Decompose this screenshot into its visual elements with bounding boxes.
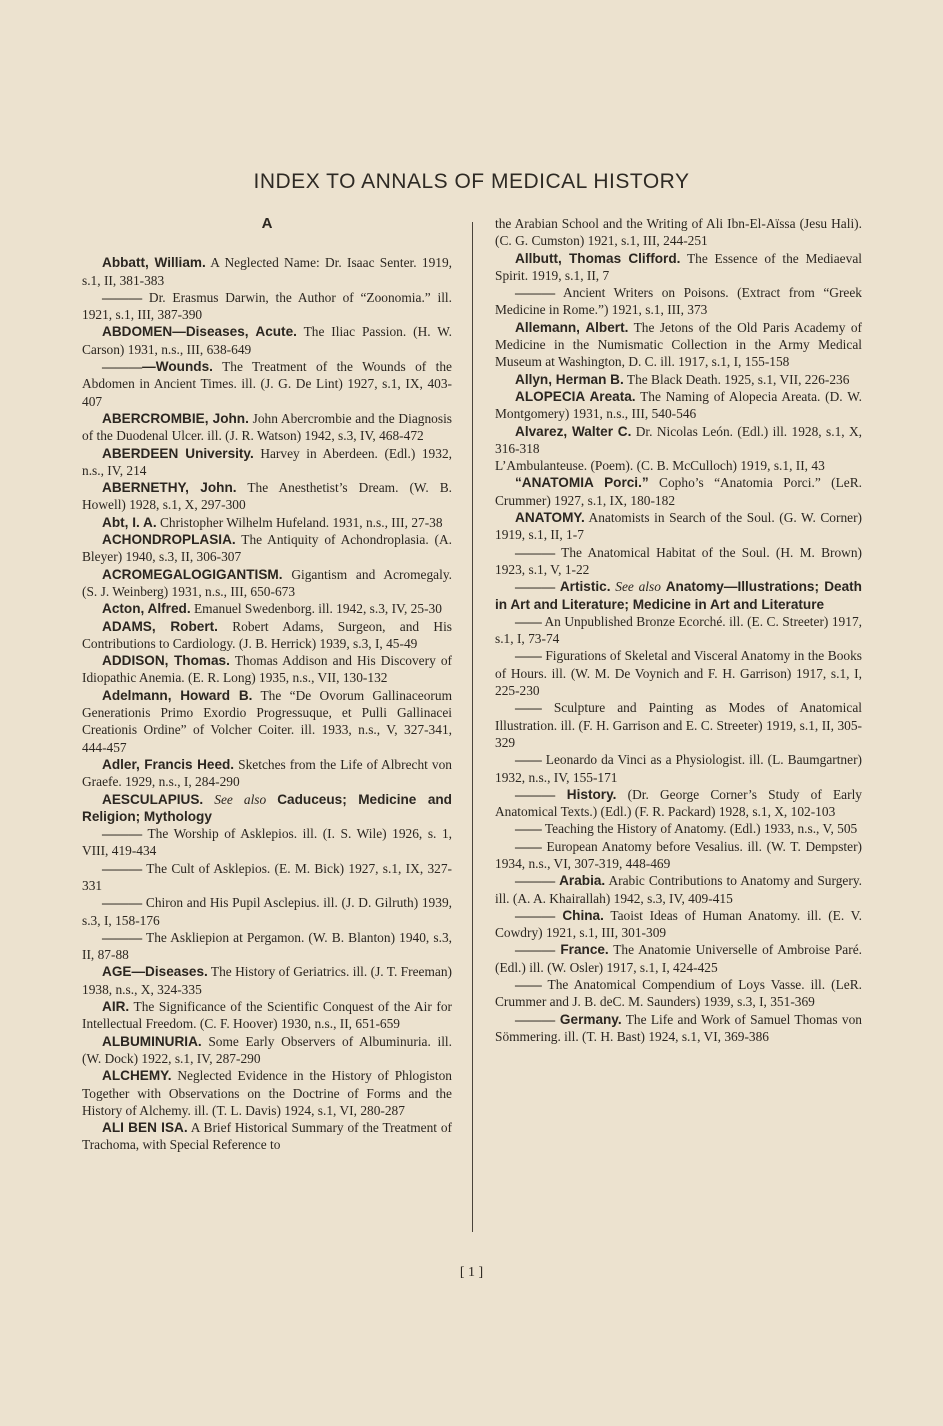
index-entry [495, 872, 862, 907]
index-entry [82, 323, 452, 358]
entry-text: Copho’s “Anatomia Porci.” (LeR. Crummer) 1927, s.1, IX, 180-182 [495, 475, 862, 508]
entry-dash: —— [515, 838, 542, 854]
entry-dash: ——— [102, 895, 143, 911]
entry-heading: AIR. [102, 999, 130, 1015]
entry-dash: —— [515, 821, 542, 837]
entry-heading: Artistic. [555, 579, 611, 595]
entry-text: Dr. Erasmus Darwin, the Author of “Zoonomia.” ill. 1921, s.1, III, 387-390 [82, 289, 452, 323]
section-letter: A [261, 215, 273, 232]
entry-heading: Adelmann, Howard B. [102, 687, 253, 703]
entry-text: The “De Ovorum Gallinaceorum Generationis Primo Exordio Progressuque, et Pulli Gallinacei Creationis Ordine” of Volcher Coiter. ill. 1933, n.s., V, 327-341, 444-457 [82, 687, 452, 755]
index-entry [82, 860, 452, 895]
entry-heading: Abbatt, William. [102, 255, 206, 271]
entry-dash: —— [515, 700, 542, 716]
index-entry [82, 1119, 452, 1154]
index-entry [82, 600, 452, 617]
entry-heading: Arabia. [555, 873, 606, 889]
entry-text: The Askliepion at Pergamon. (W. B. Blanton) 1940, s.3, II, 87-88 [82, 929, 452, 963]
index-entry [495, 457, 862, 474]
entry-text: The Life and Work of Samuel Thomas von Sömmering. ill. (T. H. Bast) 1924, s.1, VI, 369-386 [495, 1011, 862, 1044]
index-entry [495, 215, 862, 250]
index-entry [82, 756, 452, 791]
index-entry [82, 894, 452, 929]
entry-text: The Worship of Asklepios. ill. (I. S. Wile) 1926, s. 1, VIII, 419-434 [82, 826, 452, 859]
index-entry [495, 751, 862, 786]
entry-text: Leonardo da Vinci as a Physiologist. ill. (L. Baumgartner) 1932, n.s., IV, 155-171 [495, 752, 862, 785]
entry-heading: AESCULAPIUS. [102, 791, 204, 807]
entry-dash: ——— [515, 579, 556, 595]
entry-dash: ——— [102, 826, 143, 842]
entry-dash: —— [515, 648, 542, 664]
entry-heading: ALI BEN ISA. [102, 1120, 188, 1136]
entry-heading: ABDOMEN—Diseases, Acute. [102, 324, 297, 340]
index-entry [495, 284, 862, 319]
index-entry [495, 613, 862, 648]
entry-text: The Anesthetist’s Dream. (W. B. Howell) 1928, s.1, X, 297-300 [82, 480, 452, 513]
index-entry [495, 474, 862, 509]
entry-text: The Antiquity of Achondroplasia. (A. Bleyer) 1940, s.3, II, 306-307 [82, 532, 452, 565]
entry-heading: France. [555, 942, 609, 958]
index-entry [495, 699, 862, 751]
entry-heading: Allbutt, Thomas Clifford. [515, 250, 681, 266]
entry-dash: ——— [515, 907, 556, 923]
entry-text: The Treatment of the Wounds of the Abdomen in Ancient Times. ill. (J. G. De Lint) 1927, s.1, IX, 403-407 [82, 359, 452, 409]
entry-dash: —— [515, 977, 542, 993]
entry-heading: Allyn, Herman B. [515, 371, 624, 387]
entry-text: Emanuel Swedenborg. ill. 1942, s.3, IV, 25-30 [190, 601, 442, 617]
entry-text: Harvey in Aberdeen. (Edl.) 1932, n.s., IV, 214 [82, 445, 452, 478]
index-entry [495, 976, 862, 1011]
index-entry [495, 1011, 862, 1046]
index-column-left [82, 215, 452, 1154]
entry-text: Christopher Wilhelm Hufeland. 1931, n.s., III, 27-38 [156, 514, 443, 530]
entry-heading: ANATOMY. [515, 510, 585, 526]
entry-text: Thomas Addison and His Discovery of Idiopathic Anemia. (E. R. Long) 1935, n.s., VII, 130-132 [82, 653, 452, 686]
entry-heading: ALOPECIA Areata. [515, 388, 636, 404]
entry-text: The Anatomical Habitat of the Soul. (H. M. Brown) 1923, s.1, V, 1-22 [495, 544, 862, 577]
entry-text: Ancient Writers on Poisons. (Extract from “Greek Medicine in Rome.”) 1921, s.1, III, 373 [495, 285, 862, 318]
entry-text: Sketches from the Life of Albrecht von Graefe. 1929, n.s., I, 284-290 [82, 756, 453, 790]
index-entry [495, 544, 862, 579]
entry-heading: ACHONDROPLASIA. [102, 532, 236, 548]
entry-heading: Abt, I. A. [102, 514, 157, 530]
index-entry [495, 820, 862, 837]
index-entry [495, 319, 862, 371]
entry-text: Dr. Nicolas León. (Edl.) ill. 1928, s.1, X, 316-318 [495, 423, 863, 456]
entry-text: European Anatomy before Vesalius. ill. (W. T. Dempster) 1934, n.s., VI, 307-319, 448-469 [495, 838, 862, 871]
entry-dash: ——— [515, 873, 556, 889]
entry-heading: AGE—Diseases. [102, 964, 208, 980]
left-entries [82, 254, 452, 1153]
entry-heading: ADAMS, Robert. [102, 618, 218, 634]
entry-text: The Iliac Passion. (H. W. Carson) 1931, n.s., III, 638-649 [82, 324, 452, 357]
entry-dash: —— [515, 752, 542, 768]
index-entry [82, 254, 452, 289]
entry-text: The Essence of the Mediaeval Spirit. 1919, s.1, II, 7 [495, 250, 862, 283]
entry-text: Chiron and His Pupil Asclepius. ill. (J. D. Gilruth) 1939, s.3, I, 158-176 [82, 895, 452, 928]
entry-heading: ABERDEEN University. [102, 445, 254, 461]
index-entry [495, 250, 862, 285]
index-entry [495, 786, 862, 821]
entry-heading: Germany. [555, 1011, 622, 1027]
index-entry [82, 618, 452, 653]
index-entry [82, 687, 452, 756]
entry-dash: ——— [102, 289, 143, 305]
index-entry [82, 998, 452, 1033]
entry-heading: Acton, Alfred. [102, 601, 191, 617]
index-entry [82, 652, 452, 687]
index-entry [495, 647, 862, 699]
page-title: INDEX TO ANNALS OF MEDICAL HISTORY [253, 170, 690, 193]
entry-dash: ——— [102, 359, 143, 375]
entry-text: Arabic Contributions to Anatomy and Surgery. ill. (A. A. Khairallah) 1942, s.3, IV, 409-415 [495, 873, 862, 906]
entry-text: Anatomists in Search of the Soul. (G. W. Corner) 1919, s.1, II, 1-7 [495, 510, 862, 543]
entry-heading: ALBUMINURIA. [102, 1033, 202, 1049]
entry-text: The Cult of Asklepios. (E. M. Bick) 1927, s.1, IX, 327-331 [82, 860, 452, 893]
entry-dash: ——— [102, 860, 143, 876]
index-entry [82, 963, 452, 998]
entry-heading: —Wounds. [142, 359, 213, 375]
index-entry [82, 445, 452, 480]
index-entry [82, 929, 452, 964]
index-entry [82, 289, 452, 324]
entry-text: The Black Death. 1925, s.1, VII, 226-236 [623, 371, 850, 387]
right-entries [495, 215, 862, 1045]
entry-heading: ACROMEGALOGIGANTISM. [102, 566, 283, 582]
entry-text: Teaching the History of Anatomy. (Edl.) 1933, n.s., V, 505 [541, 821, 858, 837]
entry-cross-reference: Anatomy—Illustrations; Death in Art and Literature; Medicine in Art and Literature [495, 579, 862, 612]
entry-heading: ABERNETHY, John. [102, 480, 237, 496]
index-entry [495, 578, 862, 613]
entry-heading: History. [555, 786, 617, 802]
index-entry [82, 825, 452, 860]
entry-dash: —— [515, 613, 542, 629]
entry-dash: ——— [515, 786, 556, 802]
entry-heading: ADDISON, Thomas. [102, 653, 230, 669]
index-entry [82, 1067, 452, 1119]
page-number: [ 1 ] [459, 1265, 484, 1280]
entry-text: Some Early Observers of Albuminuria. ill. (W. Dock) 1922, s.1, IV, 287-290 [82, 1033, 452, 1066]
entry-dash: ——— [515, 285, 556, 301]
entry-heading: Adler, Francis Heed. [102, 756, 235, 772]
index-column-right [495, 215, 862, 1045]
entry-text: A Brief Historical Summary of the Treatment of Trachoma, with Special Reference to [82, 1120, 452, 1153]
entry-see-also: See also [610, 579, 666, 595]
entry-see-also: See also [203, 791, 278, 807]
entry-text: Taoist Ideas of Human Anatomy. ill. (E. V. Cowdry) 1921, s.1, III, 301-309 [495, 907, 862, 941]
entry-heading: China. [555, 907, 604, 923]
entry-text: Figurations of Skeletal and Visceral Anatomy in the Books of Hours. ill. (W. M. De Voynich and F. H. Garrison) 1917, s.1, I, 225-230 [495, 648, 862, 699]
entry-heading: ABERCROMBIE, John. [102, 410, 249, 426]
index-entry [495, 371, 862, 388]
entry-heading: “ANATOMIA Porci.” [515, 475, 649, 491]
entry-dash: ——— [102, 929, 143, 945]
index-entry [82, 531, 452, 566]
index-entry [495, 907, 862, 942]
entry-text: The Significance of the Scientific Conquest of the Air for Intellectual Freedom. (C. F. Hoover) 1930, n.s., II, 651-659 [82, 999, 452, 1032]
index-entry [82, 566, 452, 601]
index-entry [495, 838, 862, 873]
entry-heading: Allemann, Albert. [515, 319, 629, 335]
index-entry [495, 941, 862, 976]
entry-text: The Anatomie Universelle of Ambroise Paré. (Edl.) ill. (W. Osler) 1917, s.1, I, 424-425 [495, 942, 862, 975]
entry-heading: Alvarez, Walter C. [515, 423, 632, 439]
entry-dash: ——— [515, 1011, 556, 1027]
entry-text: The Naming of Alopecia Areata. (D. W. Montgomery) 1931, n.s., III, 540-546 [495, 388, 862, 422]
entry-text: L’Ambulanteuse. (Poem). (C. B. McCulloch) 1919, s.1, II, 43 [495, 458, 825, 474]
entry-text: Sculpture and Painting as Modes of Anatomical Illustration. ill. (F. H. Garrison and E. C. Streeter) 1919, s.1, II, 305-329 [495, 700, 862, 750]
entry-text: The History of Geriatrics. ill. (J. T. Freeman) 1938, n.s., X, 324-335 [82, 964, 452, 997]
index-entry [82, 410, 452, 445]
entry-text: John Abercrombie and the Diagnosis of the Duodenal Ulcer. ill. (J. R. Watson) 1942, s.3, IV, 468-472 [82, 410, 452, 444]
entry-dash: ——— [515, 544, 556, 560]
entry-cross-reference: Caduceus; Medicine and Religion; Mythology [82, 791, 452, 824]
entry-heading: ALCHEMY. [102, 1068, 172, 1084]
entry-text: The Jetons of the Old Paris Academy of Medicine in the Numismatic Collection in the Army Medical Museum at Washington, D. C. ill. 1917, s.1, I, 155-158 [495, 319, 862, 370]
entry-text: the Arabian School and the Writing of Ali Ibn-El-Aïssa (Jesu Hali). (C. G. Cumston) 1921, s.1, III, 244-251 [495, 216, 862, 249]
entry-text: Gigantism and Acromegaly. (S. J. Weinberg) 1931, n.s., III, 650-673 [82, 566, 452, 599]
entry-text: The Anatomical Compendium of Loys Vasse. ill. (LeR. Crummer and J. B. deC. M. Saunders) 1939, s.3, I, 351-369 [495, 977, 862, 1010]
index-entry [82, 479, 452, 514]
entry-text: Robert Adams, Surgeon, and His Contributions to Cardiology. (J. B. Herrick) 1939, s.3, I, 45-49 [82, 618, 452, 651]
entry-text: (Dr. George Corner’s Study of Early Anatomical Texts.) (Edl.) (F. R. Packard) 1928, s.1, X, 102-103 [495, 786, 862, 820]
index-entry [495, 388, 862, 423]
index-entry [82, 514, 452, 531]
entry-text: Neglected Evidence in the History of Phlogiston Together with Observations on the Doctrine of Forms and the History of Alchemy. ill. (T. L. Davis) 1924, s.1, VI, 280-287 [82, 1068, 452, 1118]
index-entry [82, 1033, 452, 1068]
index-entry [82, 791, 452, 826]
entry-dash: ——— [515, 942, 556, 958]
index-entry [495, 509, 862, 544]
column-divider [472, 222, 473, 1232]
index-entry [82, 358, 452, 410]
index-entry [495, 423, 862, 458]
entry-text: An Unpublished Bronze Ecorché. ill. (E. C. Streeter) 1917, s.1, I, 73-74 [495, 613, 862, 647]
entry-text: A Neglected Name: Dr. Isaac Senter. 1919, s.1, II, 381-383 [82, 255, 452, 288]
